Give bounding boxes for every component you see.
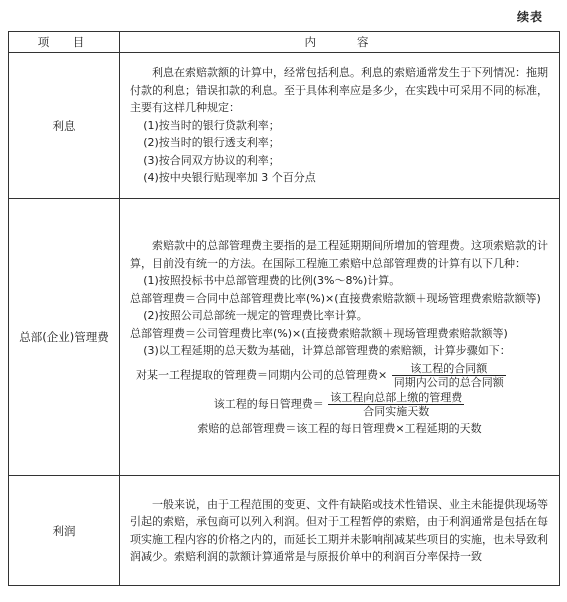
- overhead-intro: 索赔款中的总部管理费主要指的是工程延期期间所增加的管理费。这项索赔款的计算，目前没有统一的方法。在国际工程施工索赔中总部管理费的计算有以下几种：: [130, 239, 548, 270]
- overhead-method-2: (2)按照公司总部统一规定的管理费比率计算。: [143, 309, 368, 322]
- table-row-overhead: [9, 199, 560, 476]
- row-label-profit: 利润: [9, 476, 120, 586]
- overhead-formula-2: 总部管理费＝公司管理费比率(%)×(直接费索赔款额＋现场管理费索赔款额等): [130, 326, 508, 340]
- profit-text: 一般来说，由于工程范围的变更、文件有缺陷或技术性错误、业主未能提供现场等引起的索赔，承包商可以列入利润。但对于工程暂停的索赔，由于利润通常是包括在每项实施工程内容的价格之内的，而延长工期并未影响削减某些项目的实施，也未导致利润减少。索赔利润的款额计算通常是与原报价单中的利润百分率保持一致: [130, 497, 548, 563]
- overhead-formula-1: 总部管理费＝合同中总部管理费比率(%)×(直接费索赔款额＋现场管理费索赔款额等): [130, 291, 541, 305]
- table-caption: 续表: [516, 10, 543, 24]
- eq1-denominator: 同期内公司的总合同额: [393, 375, 504, 389]
- eq2-numerator: 该工程向总部上缴的管理费: [330, 390, 463, 404]
- row-content-overhead: [120, 199, 560, 476]
- overhead-equation-1: [130, 362, 549, 389]
- header-item: 项 目: [9, 32, 120, 53]
- eq1-fraction: [392, 362, 506, 389]
- interest-intro: 利息在索赔款额的计算中，经常包括利息。利息的索赔通常发生于下列情况：拖期付款的利息；错误扣款的利息。至于具体利率应是多少，在实践中可采用不同的标准，主要有这样几种规定：: [130, 66, 548, 115]
- table-row-interest: [9, 53, 560, 199]
- content-table: [8, 31, 560, 586]
- eq2-denominator: 合同实施天数: [363, 404, 430, 418]
- eq1-numerator: 该工程的合同额: [392, 362, 506, 376]
- header-content: 内 容: [120, 32, 560, 53]
- overhead-method-3: (3)以工程延期的总天数为基础，计算总部管理费的索赔额，计算步骤如下：: [143, 344, 511, 357]
- interest-item-4: (4)按中央银行贴现率加 3 个百分点: [143, 171, 316, 185]
- interest-item-3: (3)按合同双方协议的利率；: [143, 153, 280, 167]
- row-label-overhead: 总部(企业)管理费: [9, 199, 120, 476]
- overhead-equation-2: [130, 391, 549, 418]
- table-header-row: [9, 32, 560, 53]
- eq2-left: 该工程的每日管理费＝: [213, 397, 324, 410]
- interest-item-2: (2)按当时的银行透支利率；: [143, 136, 280, 150]
- eq2-fraction: [328, 391, 464, 418]
- overhead-method-1: (1)按照投标书中总部管理费的比例(3%～8%)计算。: [143, 274, 401, 287]
- overhead-equation-3: 索赔的总部管理费＝该工程的每日管理费×工程延期的天数: [197, 421, 482, 435]
- table-row-profit: [9, 476, 560, 586]
- row-content-interest: [120, 53, 560, 199]
- eq1-left: 对某一工程提取的管理费＝同期内公司的总管理费×: [136, 368, 388, 381]
- row-label-interest: 利息: [9, 53, 120, 199]
- interest-item-1: (1)按当时的银行贷款利率；: [143, 118, 280, 132]
- row-content-profit: [120, 476, 560, 586]
